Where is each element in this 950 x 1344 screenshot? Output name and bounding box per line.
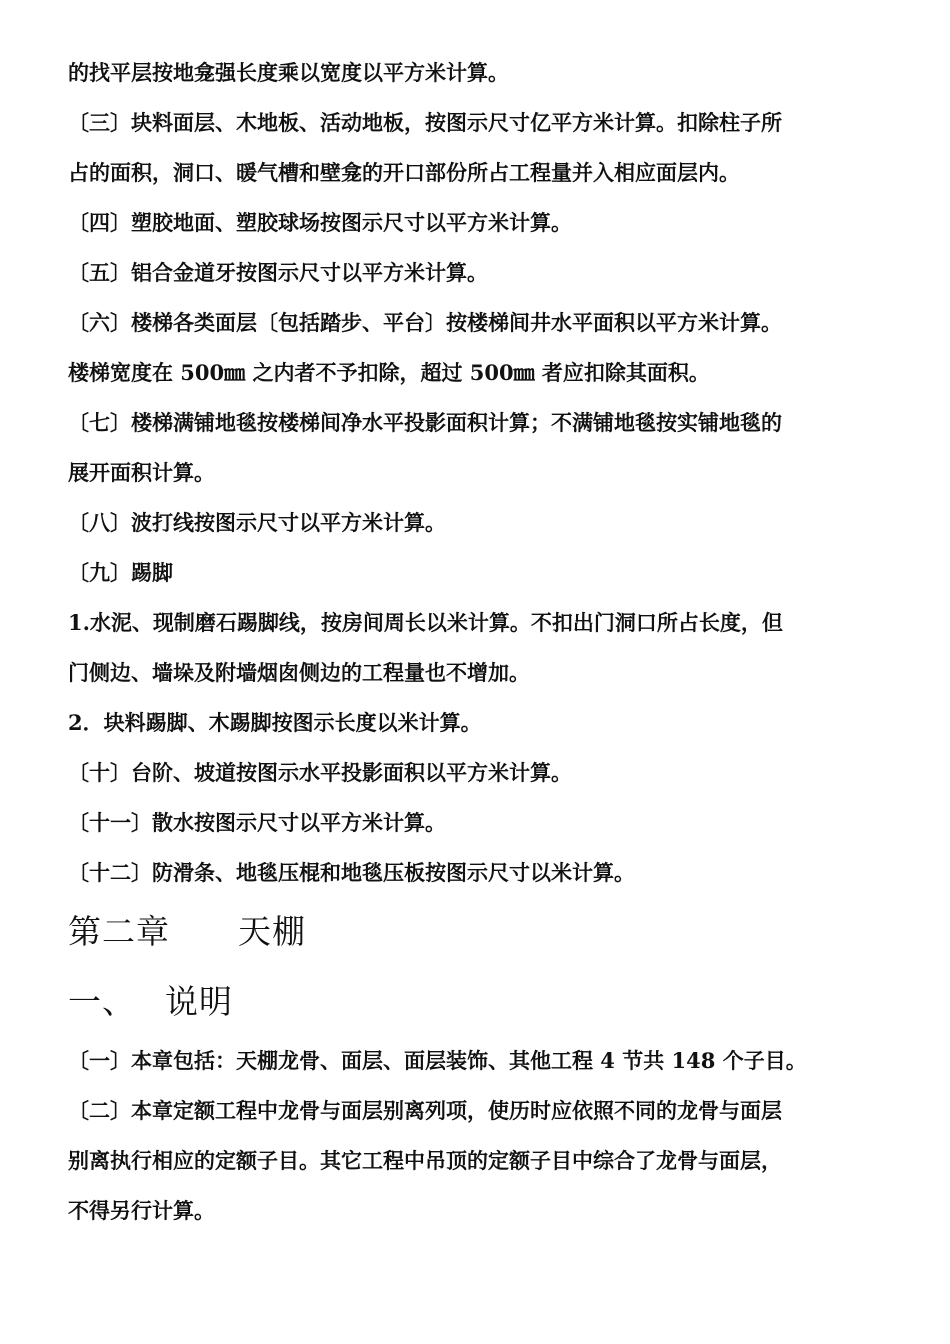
section-heading: 一、 说明 — [68, 982, 233, 1021]
text-line: 占的面积，洞口、暖气槽和壁龛的开口部份所占工程量并入相应面层内。 — [68, 160, 740, 185]
text-line: 〔一〕本章包括：天棚龙骨、面层、面层装饰、其他工程 4 节共 148 个子目。 — [68, 1048, 807, 1073]
text-line: 的找平层按地龛强长度乘以宽度以平方米计算。 — [68, 60, 509, 85]
text-line: 〔五〕铝合金道牙按图示尺寸以平方米计算。 — [68, 260, 488, 285]
text-line: 〔二〕本章定额工程中龙骨与面层别离列项，使历时应依照不同的龙骨与面层 — [68, 1098, 782, 1123]
text-line: 展开面积计算。 — [68, 460, 215, 485]
text-line: 〔三〕块料面层、木地板、活动地板，按图示尺寸亿平方米计算。扣除柱子所 — [68, 110, 782, 135]
text-line: 〔七〕楼梯满铺地毯按楼梯间净水平投影面积计算；不满铺地毯按实铺地毯的 — [68, 410, 782, 435]
text-line: 〔四〕塑胶地面、塑胶球场按图示尺寸以平方米计算。 — [68, 210, 572, 235]
text-line: 〔十二〕防滑条、地毯压棍和地毯压板按图示尺寸以米计算。 — [68, 860, 635, 885]
text-line: 〔六〕楼梯各类面层〔包括踏步、平台〕按楼梯间井水平面积以平方米计算。 — [68, 310, 782, 335]
text-line: 2．块料踢脚、木踢脚按图示长度以米计算。 — [68, 710, 482, 735]
text-line: 〔九〕踢脚 — [68, 560, 173, 585]
text-line: 1.水泥、现制磨石踢脚线，按房间周长以米计算。不扣出门洞口所占长度，但 — [68, 610, 783, 635]
text-line: 不得另行计算。 — [68, 1198, 215, 1223]
text-line: 〔十〕台阶、坡道按图示水平投影面积以平方米计算。 — [68, 760, 572, 785]
text-line: 〔八〕波打线按图示尺寸以平方米计算。 — [68, 510, 446, 535]
text-line: 楼梯宽度在 500㎜ 之内者不予扣除，超过 500㎜ 者应扣除其面积。 — [68, 360, 710, 385]
text-line: 门侧边、墙垛及附墙烟囱侧边的工程量也不增加。 — [68, 660, 530, 685]
chapter-heading: 第二章 天棚 — [68, 912, 306, 951]
text-line: 别离执行相应的定额子目。其它工程中吊顶的定额子目中综合了龙骨与面层， — [68, 1148, 782, 1173]
text-line: 〔十一〕散水按图示尺寸以平方米计算。 — [68, 810, 446, 835]
